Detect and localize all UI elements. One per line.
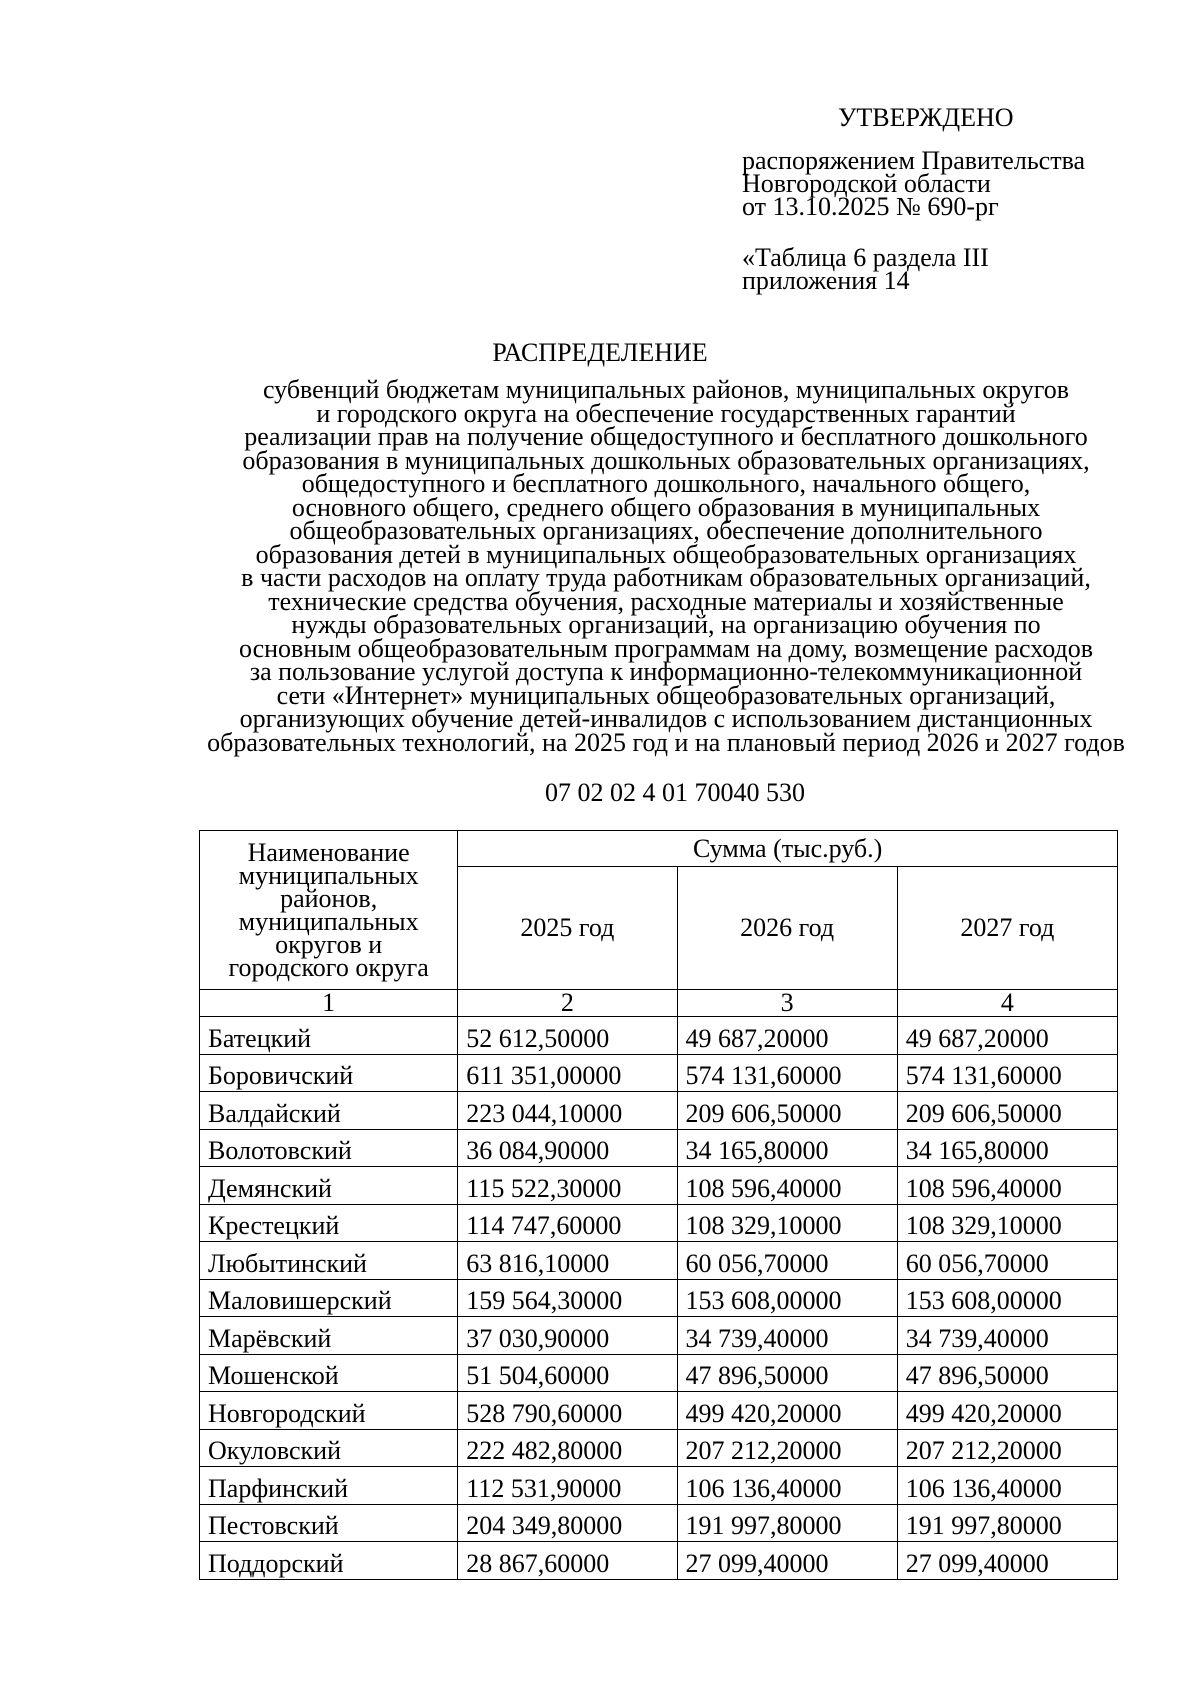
amount-cell: 574 131,60000 [677, 1054, 897, 1092]
approval-line: распоряжением Правительства [742, 146, 1086, 175]
amount-cell: 112 531,90000 [458, 1467, 677, 1505]
subtitle-line: общедоступного и бесплатного дошкольного, начального общего, [301, 469, 1031, 498]
table-row [200, 1092, 1118, 1130]
approval-date-number: от 13.10.2025 № 690-рг [742, 192, 999, 221]
amount-cell: 49 687,20000 [677, 1017, 897, 1055]
table-row [200, 1429, 1118, 1467]
amount-cell: 36 084,90000 [458, 1129, 677, 1167]
amount-cell: 223 044,10000 [458, 1092, 677, 1130]
amount-cell: 63 816,10000 [458, 1242, 677, 1280]
amount-cell: 191 997,80000 [897, 1504, 1117, 1542]
table-row [200, 1392, 1118, 1430]
district-name-cell: Батецкий [200, 1017, 458, 1055]
table-row [200, 1017, 1118, 1055]
table-row [200, 1242, 1118, 1280]
amount-cell: 47 896,50000 [677, 1354, 897, 1392]
column-header-2026: 2026 год [677, 867, 897, 990]
document-title: РАСПРЕДЕЛЕНИЕ [492, 338, 708, 367]
amount-cell: 528 790,60000 [458, 1392, 677, 1430]
amount-cell: 51 504,60000 [458, 1354, 677, 1392]
approval-block [742, 103, 1162, 295]
amount-cell: 209 606,50000 [677, 1092, 897, 1130]
column-number: 3 [677, 990, 897, 1017]
amount-cell: 37 030,90000 [458, 1317, 677, 1355]
district-name-cell: Парфинский [200, 1467, 458, 1505]
amount-cell: 191 997,80000 [677, 1504, 897, 1542]
amount-cell: 47 896,50000 [897, 1354, 1117, 1392]
district-name-cell: Демянский [200, 1167, 458, 1205]
table-row [200, 1204, 1118, 1242]
amount-cell: 27 099,40000 [677, 1542, 897, 1580]
amount-cell: 611 351,00000 [458, 1054, 677, 1092]
amount-cell: 108 329,10000 [897, 1204, 1117, 1242]
column-number: 2 [458, 990, 677, 1017]
amount-cell: 207 212,20000 [677, 1429, 897, 1467]
subtitle-line: сети «Интернет» муниципальных общеобразовательных организаций, [276, 680, 1056, 710]
amount-cell: 34 739,40000 [897, 1317, 1117, 1355]
amount-cell: 207 212,20000 [897, 1429, 1117, 1467]
table-row [200, 1317, 1118, 1355]
amount-cell: 52 612,50000 [458, 1017, 677, 1055]
district-name-cell: Валдайский [200, 1092, 458, 1130]
amount-cell: 106 136,40000 [897, 1467, 1117, 1505]
subtitle-line: организующих обучение детей-инвалидов с использованием дистанционных [239, 704, 1093, 733]
column-header-sum: Сумма (тыс.руб.) [458, 831, 1118, 867]
amount-cell: 108 596,40000 [677, 1167, 897, 1205]
amount-cell: 114 747,60000 [458, 1204, 677, 1242]
amount-cell: 34 165,80000 [897, 1129, 1117, 1167]
table-row [200, 1279, 1118, 1317]
table-row [200, 1542, 1118, 1580]
table-row [200, 1354, 1118, 1392]
column-header-2025: 2025 год [458, 867, 677, 990]
district-name-cell: Мошенской [200, 1354, 458, 1392]
amount-cell: 153 608,00000 [677, 1279, 897, 1317]
subtitle-line: в части расходов на оплату труда работникам образовательных организаций, [241, 563, 1091, 592]
column-number: 4 [897, 990, 1117, 1017]
amount-cell: 49 687,20000 [897, 1017, 1117, 1055]
subtitle-line: образовательных технологий, на 2025 год и на плановый период 2026 и 2027 годов [207, 727, 1125, 757]
district-name-cell: Поддорский [200, 1542, 458, 1580]
approved-stamp: УТВЕРЖДЕНО [838, 103, 1014, 132]
subtitle-line: за пользование услугой доступа к информационно-телекоммуникационной [249, 657, 1083, 686]
amount-cell: 60 056,70000 [677, 1242, 897, 1280]
amount-cell: 574 131,60000 [897, 1054, 1117, 1092]
table-row [200, 1054, 1118, 1092]
district-name-cell: Любытинский [200, 1242, 458, 1280]
table-row [200, 1467, 1118, 1505]
column-header-name: Наименование муниципальных районов, муниципальных округов и городского округа [200, 831, 458, 990]
subtitle-line: реализации прав на получение общедоступного и бесплатного дошкольного [244, 422, 1088, 451]
subtitle-line: образования в муниципальных дошкольных образовательных организациях, [242, 445, 1090, 475]
table-reference: приложения 14 [742, 266, 910, 295]
amount-cell: 499 420,20000 [677, 1392, 897, 1430]
amount-cell: 27 099,40000 [897, 1542, 1117, 1580]
subtitle-line: субвенций бюджетам муниципальных районов, муниципальных округов [262, 375, 1070, 404]
column-header-2027: 2027 год [897, 867, 1117, 990]
district-name-cell: Окуловский [200, 1429, 458, 1467]
subtitle-line: общеобразовательных организациях, обеспечение дополнительного [289, 516, 1043, 545]
amount-cell: 153 608,00000 [897, 1279, 1117, 1317]
amount-cell: 222 482,80000 [458, 1429, 677, 1467]
amount-cell: 204 349,80000 [458, 1504, 677, 1542]
document-subtitle [190, 375, 1142, 757]
table-row [200, 1504, 1118, 1542]
budget-classification-code: 07 02 02 4 01 70040 530 [545, 778, 805, 807]
table-body [200, 1017, 1118, 1580]
subtitle-line: основным общеобразовательным программам на дому, возмещение расходов [238, 633, 1094, 663]
district-name-cell: Марёвский [200, 1317, 458, 1355]
approval-line: Новгородской области [742, 169, 991, 198]
subtitle-line: нужды образовательных организаций, на организацию обучения по [291, 610, 1041, 639]
district-name-cell: Пестовский [200, 1504, 458, 1542]
amount-cell: 209 606,50000 [897, 1092, 1117, 1130]
subtitle-line: и городского округа на обеспечение государственных гарантий [316, 398, 1016, 428]
amount-cell: 28 867,60000 [458, 1542, 677, 1580]
amount-cell: 106 136,40000 [677, 1467, 897, 1505]
amount-cell: 60 056,70000 [897, 1242, 1117, 1280]
subtitle-line: образования детей в муниципальных общеобразовательных организациях [255, 539, 1077, 569]
amount-cell: 108 329,10000 [677, 1204, 897, 1242]
subtitle-line: основного общего, среднего общего образования в муниципальных [291, 492, 1041, 522]
subtitle-line: технические средства обучения, расходные материалы и хозяйственные [268, 586, 1064, 616]
column-number: 1 [200, 990, 458, 1017]
table-reference: «Таблица 6 раздела III [742, 243, 989, 272]
amount-cell: 34 165,80000 [677, 1129, 897, 1167]
amount-cell: 115 522,30000 [458, 1167, 677, 1205]
district-name-cell: Волотовский [200, 1129, 458, 1167]
district-name-cell: Новгородский [200, 1392, 458, 1430]
amount-cell: 159 564,30000 [458, 1279, 677, 1317]
table-row [200, 1129, 1118, 1167]
district-name-cell: Крестецкий [200, 1204, 458, 1242]
amount-cell: 499 420,20000 [897, 1392, 1117, 1430]
amount-cell: 108 596,40000 [897, 1167, 1117, 1205]
amount-cell: 34 739,40000 [677, 1317, 897, 1355]
table-row [200, 1167, 1118, 1205]
district-name-cell: Боровичский [200, 1054, 458, 1092]
distribution-table [199, 830, 1118, 1580]
district-name-cell: Маловишерский [200, 1279, 458, 1317]
